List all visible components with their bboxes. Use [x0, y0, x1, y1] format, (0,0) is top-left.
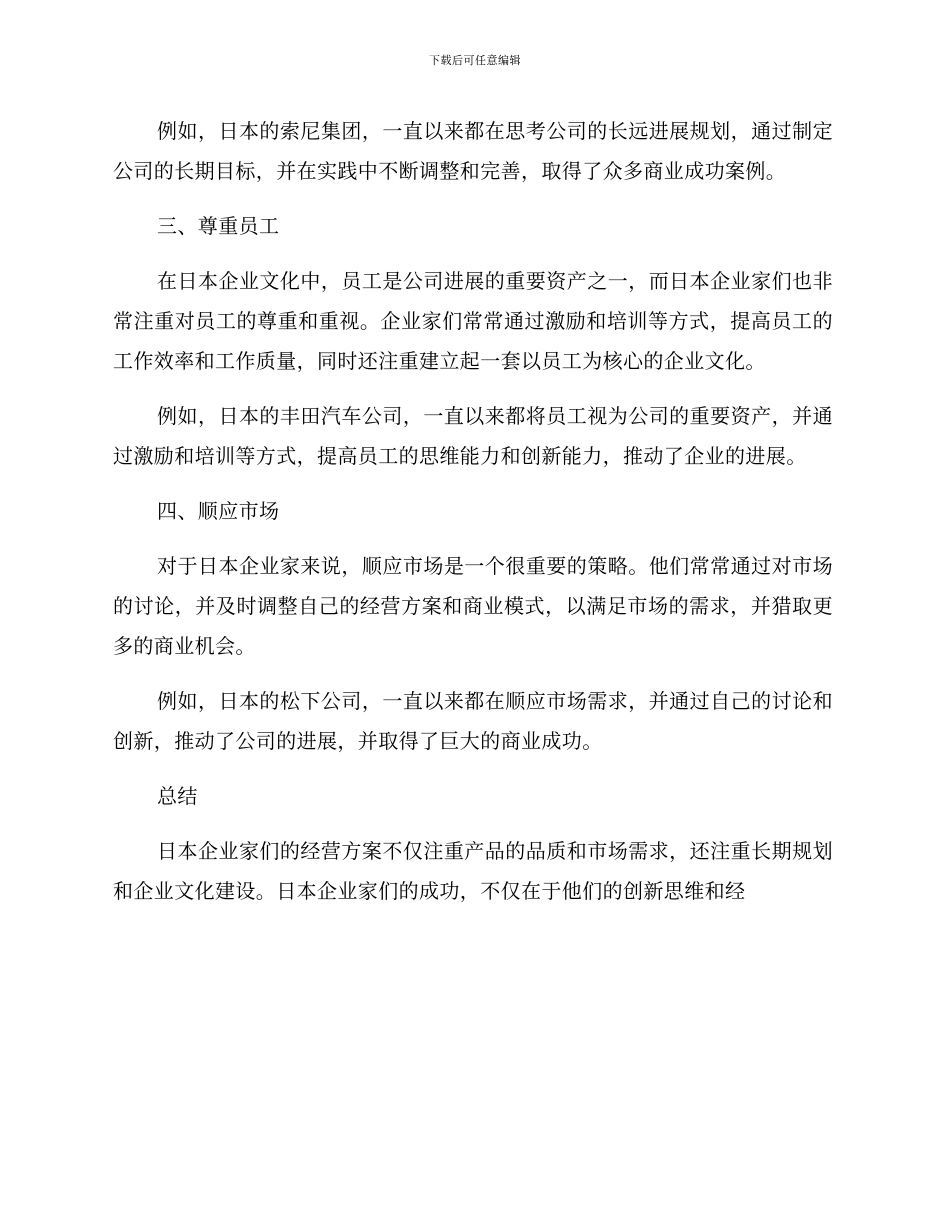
- paragraph-toyota-example: 例如，日本的丰田汽车公司，一直以来都将员工视为公司的重要资产，并通过激励和培训等方式，提高员工的思维能力和创新能力，推动了企业的进展。: [113, 404, 833, 468]
- section-heading-summary: 总结: [157, 784, 198, 808]
- section-heading-follow-market: 四、顺应市场: [157, 499, 280, 523]
- paragraph-summary: 日本企业家们的经营方案不仅注重产品的品质和市场需求，还注重长期规划和企业文化建设。日本企业家们的成功，不仅在于他们的创新思维和经: [113, 839, 833, 903]
- paragraph-market-strategy: 对于日本企业家来说，顺应市场是一个很重要的策略。他们常常通过对市场的讨论，并及时调整自己的经营方案和商业模式，以满足市场的需求，并猎取更多的商业机会。: [113, 554, 833, 658]
- paragraph-panasonic-example: 例如，日本的松下公司，一直以来都在顺应市场需求，并通过自己的讨论和创新，推动了公司的进展，并取得了巨大的商业成功。: [113, 689, 833, 753]
- document-body: [113, 111, 833, 926]
- paragraph-employee-culture: 在日本企业文化中，员工是公司进展的重要资产之一，而日本企业家们也非常注重对员工的尊重和重视。企业家们常常通过激励和培训等方式，提高员工的工作效率和工作质量，同时还注重建立起一套以员工为核心的企业文化。: [113, 269, 833, 373]
- paragraph-sony-example: 例如，日本的索尼集团，一直以来都在思考公司的长远进展规划，通过制定公司的长期目标，并在实践中不断调整和完善，取得了众多商业成功案例。: [113, 119, 833, 183]
- section-heading-respect-employees: 三、尊重员工: [157, 214, 280, 238]
- page-header: 下载后可任意编辑: [429, 54, 521, 67]
